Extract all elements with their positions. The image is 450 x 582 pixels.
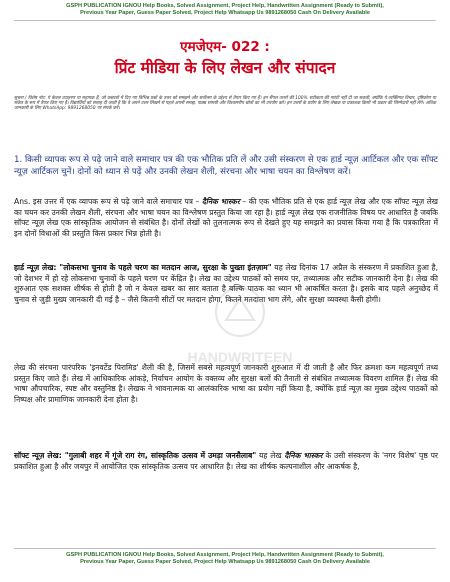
- header-line-1: GSPH PUBLICATION IGNOU Help Books, Solved Assignment, Project Help, Handwritten Assignment (Ready to Submit),: [66, 3, 384, 9]
- answer-paragraph-4: [14, 451, 438, 472]
- answer-intro: Ans. इस उत्तर में एक व्यापक रूप से पढ़े जाने वाले समाचार पत्र –: [14, 197, 202, 206]
- question-text: 1. किसी व्यापक रूप से पढ़े जाने वाले समाचार पत्र की एक भौतिक प्रति लें और उसी संस्करण से एक हार्ड न्यूज़ आर्टिकल और एक सॉफ्ट न्यूज़ आर्टिकल चुनें। दोनों को ध्यान से पढ़ें और उनकी लेखन शैली, संरचना और भाषा चयन का विश्लेषण करें।: [14, 155, 438, 177]
- soft-news-heading: सॉफ्ट न्यूज़ लेख: "गुलाबी शहर में गूंजे राग रंग, सांस्कृतिक उत्सव में उमड़ा जनसैलाब": [14, 451, 257, 460]
- soft-news-pre: यह लेख: [256, 451, 285, 460]
- answer-intro-rest: – की एक भौतिक प्रति से एक हार्ड न्यूज़ लेख और एक सॉफ्ट न्यूज़ लेख का चयन कर उनकी लेखन शैली, संरचना और भाषा चयन का विश्लेषण प्रस्तुत किया जा रहा है। हार्ड न्यूज़ लेख एक राजनीतिक विषय पर आधारित है जबकि सॉफ्ट न्यूज़ लेख एक सांस्कृतिक आयोजन से संबंधित है। दोनों लेखों को तुलनात्मक रूप से देखते हुए यह समझने का प्रयास किया गया है कि पत्रकारिता में इन दोनों विधाओं की प्रस्तुति किस प्रकार भिन्न होती है।: [14, 197, 438, 238]
- footer-line-2: Previous Year Paper, Guess Paper Solved, Project Help Whatsapp Us 9891268050 Cash On Delivery Available: [80, 559, 370, 565]
- page-footer: [0, 552, 450, 566]
- header-line-2: Previous Year Paper, Guess Paper Solved, Project Help Whatsapp Us 9891268050 Cash On Delivery Available: [80, 10, 370, 16]
- course-title: प्रिंट मीडिया के लिए लेखन और संपादन: [114, 59, 336, 77]
- watermark-text: HANDWRITEEN: [187, 349, 293, 365]
- hard-news-heading: हार्ड न्यूज़ लेख: "लोकसभा चुनाव के पहले चरण का मतदान आज, सुरक्षा के पुख्ता इंतज़ाम": [14, 263, 272, 272]
- soft-news-body: के उसी संस्करण के 'नगर विशेष' पृष्ठ पर प्रकाशित हुआ है और जयपुर में आयोजित एक सांस्कृतिक उत्सव पर आधारित है। लेख का शीर्षक कल्पनाशील और आकर्षक है,: [14, 451, 438, 471]
- answer-paragraph-2: [14, 263, 438, 305]
- newspaper-name: दैनिक भास्कर: [201, 197, 240, 206]
- hard-news-body: यह लेख दिनांक 17 अप्रैल के संस्करण में प्रकाशित हुआ है, जो देशभर में हो रहे लोकसभा चुनावों के पहले चरण पर केंद्रित है। लेख का उद्देश्य पाठकों को समय पर, तथ्यात्मक और सटीक जानकारी देना है। लेख की शुरुआत एक सशक्त शीर्षक से होती है जो न केवल खबर का सार बताता है बल्कि पाठक का ध्यान भी आकर्षित करता है। इसके बाद पहले अनुच्छेद में चुनाव से जुड़ी मुख्य जानकारी दी गई है – जैसे कितनी सीटों पर मतदान होगा, कितने मतदाता भाग लेंगे, और सुरक्षा व्यवस्था कैसी होगी।: [14, 263, 438, 304]
- footer-line-1: GSPH PUBLICATION IGNOU Help Books, Solved Assignment, Project Help, Handwritten Assignment (Ready to Submit),: [66, 552, 384, 558]
- course-code: एमजेएम- 022 :: [180, 39, 270, 55]
- answer-paragraph-3: लेख की संरचना पारंपरिक 'इनवर्टेड पिरामिड' शैली की है, जिसमें सबसे महत्वपूर्ण जानकारी शुरुआत में दी जाती है और फिर क्रमशः कम महत्वपूर्ण तथ्य प्रस्तुत किए जाते हैं। लेख में आधिकारिक आंकड़े, निर्वाचन आयोग के वक्तव्य और सुरक्षा बलों की तैनाती से संबंधित तथ्यात्मक विवरण शामिल हैं। लेख की भाषा औपचारिक, स्पष्ट और वस्तुनिष्ठ है। लेखक ने भावनात्मक या आलंकारिक भाषा का प्रयोग नहीं किया है, क्योंकि हार्ड न्यूज़ का मुख्य उद्देश्य पाठकों को निष्पक्ष और प्रामाणिक जानकारी देना होता है।: [14, 363, 438, 404]
- footer-divider: [14, 548, 436, 549]
- disclaimer-note: सूचना / विशेष नोट: ये केवल उदाहरण या सहायक हैं, जो प्रश्नपत्रों में दिए गए विभिन्न प्रश्नों के उत्तर को समझने और सर्वोत्तम के उद्देश्य से तैयार किए गए हैं। इन सैंपल उत्तरों की 100% सटीकता की गारंटी नहीं दी जा सकती, क्योंकि ये व्यक्तिगत विचार, दृष्टिकोण या संकेत के रूप में तैयार किए गए हैं। विद्यार्थियों को सलाह दी जाती है कि वे अपने उत्तर लिखने से पहले अपनी समझ, पाठ्य सामग्री और विश्वसनीय स्रोतों का भी उपयोग करें। इन उत्तरों के प्रयोग के लिए लेखक या प्रकाशक किसी भी प्रकार की जिम्मेदारी नहीं लेंगे। अधिक जानकारी के लिए WhatsApp: 9891268050 पर संपर्क करें।: [14, 96, 436, 112]
- answer-paragraph-1: [14, 197, 438, 239]
- newspaper-name-2: दैनिक भास्कर: [284, 451, 323, 460]
- header-divider: [14, 20, 436, 21]
- page-header: [0, 3, 450, 17]
